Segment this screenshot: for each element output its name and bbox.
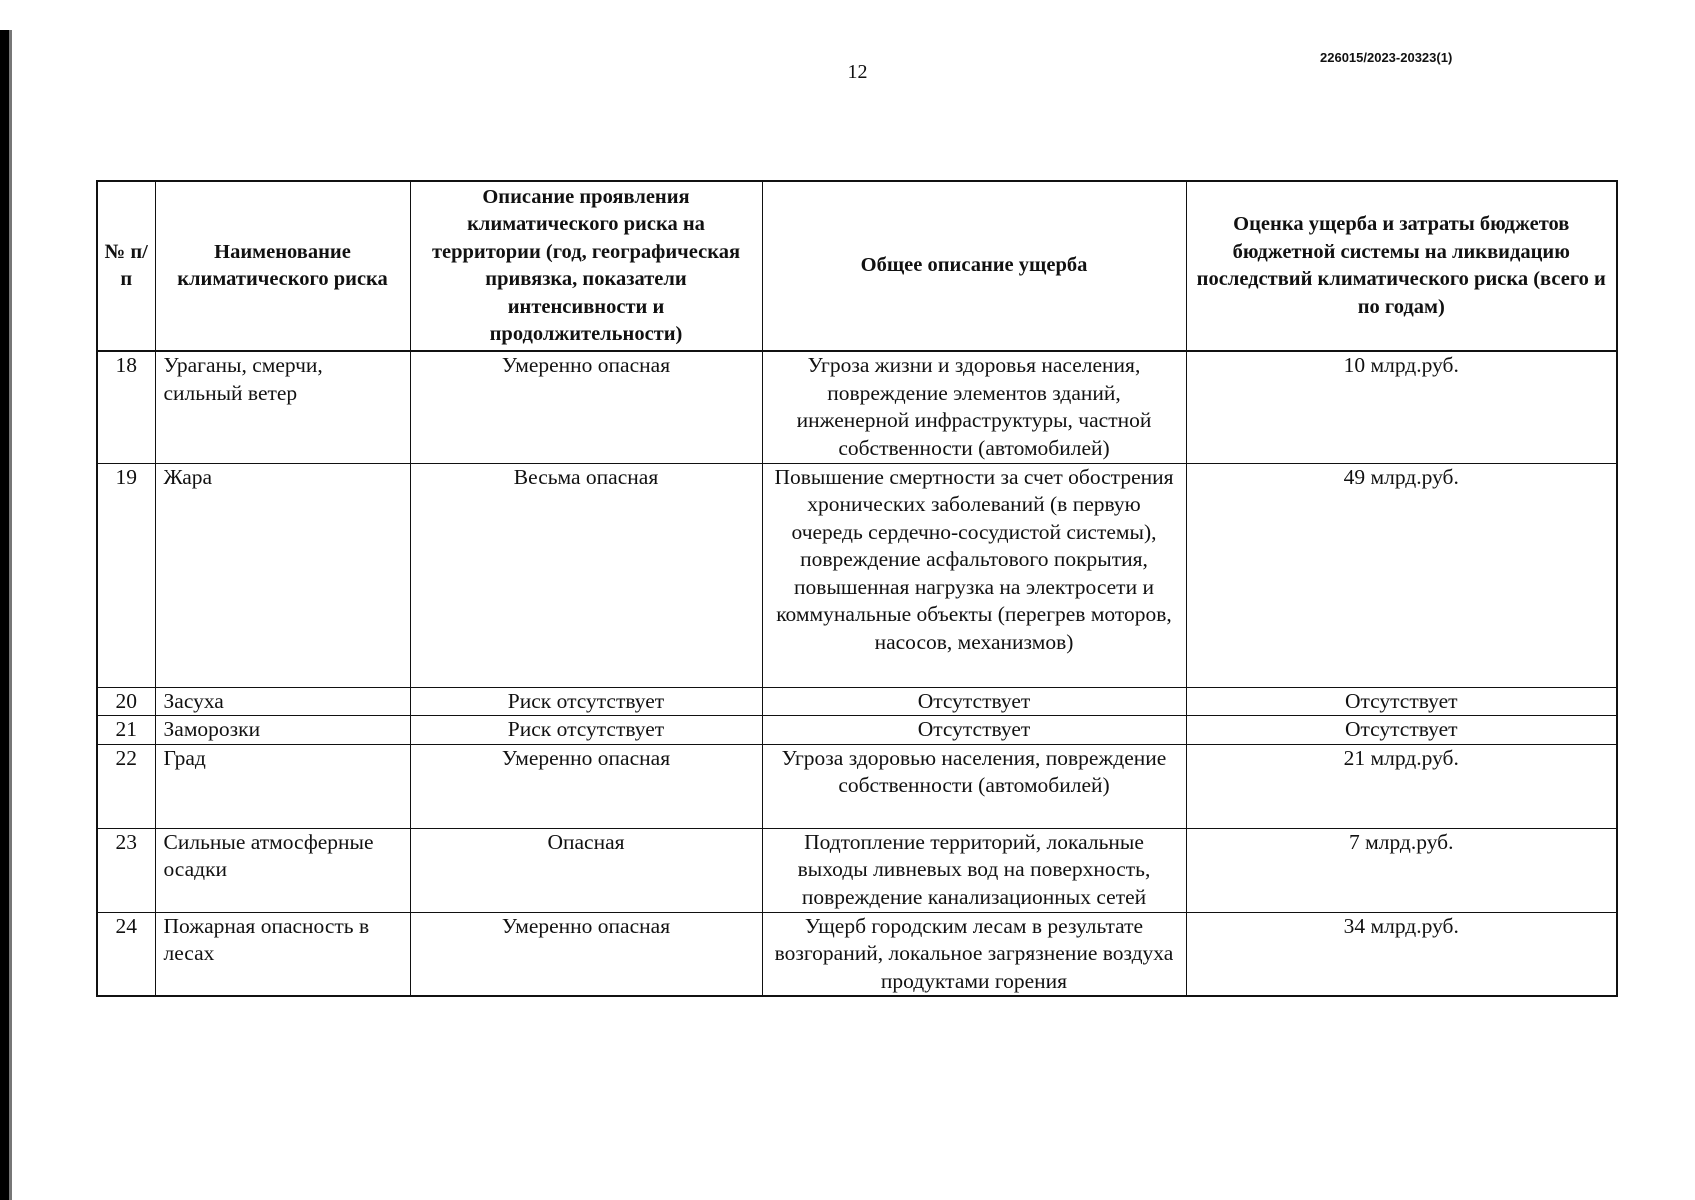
table-row [97, 744, 1617, 828]
row-number: 22 [97, 744, 155, 828]
risk-name: Ураганы, смерчи, сильный ветер [155, 351, 410, 463]
document-id: 226015/2023-20323(1) [1320, 50, 1453, 65]
table-row [97, 716, 1617, 745]
table-body [97, 351, 1617, 996]
damage-description: Угроза здоровью населения, повреждение собственности (автомобилей) [762, 744, 1186, 828]
row-number: 20 [97, 687, 155, 716]
risk-name: Град [155, 744, 410, 828]
row-number: 24 [97, 912, 155, 996]
damage-cost: 7 млрд.руб. [1186, 828, 1617, 912]
damage-description: Повышение смертности за счет обострения хронических заболеваний (в первую очередь сердечно-сосудистой системы), повреждение асфальтового покрытия, повышенная нагрузка на электросети и коммунальные объекты (перегрев моторов, насосов, механизмов) [762, 463, 1186, 687]
risk-name: Пожарная опасность в лесах [155, 912, 410, 996]
damage-description: Подтопление территорий, локальные выходы ливневых вод на поверхность, повреждение канализационных сетей [762, 828, 1186, 912]
damage-cost: Отсутствует [1186, 687, 1617, 716]
risk-severity: Умеренно опасная [410, 912, 762, 996]
header-risk-name: Наименование климатического риска [155, 181, 410, 351]
damage-description: Ущерб городским лесам в результате возгораний, локальное загрязнение воздуха продуктами горения [762, 912, 1186, 996]
risk-severity: Умеренно опасная [410, 351, 762, 463]
damage-cost: 21 млрд.руб. [1186, 744, 1617, 828]
scan-edge-fade [9, 30, 12, 1200]
damage-cost: 49 млрд.руб. [1186, 463, 1617, 687]
damage-description: Отсутствует [762, 716, 1186, 745]
table-row [97, 912, 1617, 996]
table-row [97, 463, 1617, 687]
row-number: 23 [97, 828, 155, 912]
risk-severity: Умеренно опасная [410, 744, 762, 828]
table-row [97, 687, 1617, 716]
row-number: 18 [97, 351, 155, 463]
risk-name: Жара [155, 463, 410, 687]
table-row [97, 351, 1617, 463]
header-row [97, 181, 1617, 351]
header-damage-description: Общее описание ущерба [762, 181, 1186, 351]
table-row [97, 828, 1617, 912]
header-risk-description: Описание проявления климатического риска на территории (год, географическая привязка, показатели интенсивности и продолжительности) [410, 181, 762, 351]
risk-severity: Риск отсутствует [410, 716, 762, 745]
damage-cost: 34 млрд.руб. [1186, 912, 1617, 996]
risk-name: Сильные атмосферные осадки [155, 828, 410, 912]
climate-risk-table [96, 180, 1618, 997]
damage-cost: Отсутствует [1186, 716, 1617, 745]
damage-cost: 10 млрд.руб. [1186, 351, 1617, 463]
scan-edge-shadow [0, 30, 9, 1200]
header-damage-cost: Оценка ущерба и затраты бюджетов бюджетной системы на ликвидацию последствий климатического риска (всего и по годам) [1186, 181, 1617, 351]
row-number: 19 [97, 463, 155, 687]
header-number: № п/п [97, 181, 155, 351]
risk-severity: Опасная [410, 828, 762, 912]
page-number: 12 [847, 61, 868, 83]
risk-severity: Весьма опасная [410, 463, 762, 687]
table-header [97, 181, 1617, 351]
risk-name: Заморозки [155, 716, 410, 745]
damage-description: Отсутствует [762, 687, 1186, 716]
risk-severity: Риск отсутствует [410, 687, 762, 716]
damage-description: Угроза жизни и здоровья населения, повреждение элементов зданий, инженерной инфраструктуры, частной собственности (автомобилей) [762, 351, 1186, 463]
risk-name: Засуха [155, 687, 410, 716]
row-number: 21 [97, 716, 155, 745]
